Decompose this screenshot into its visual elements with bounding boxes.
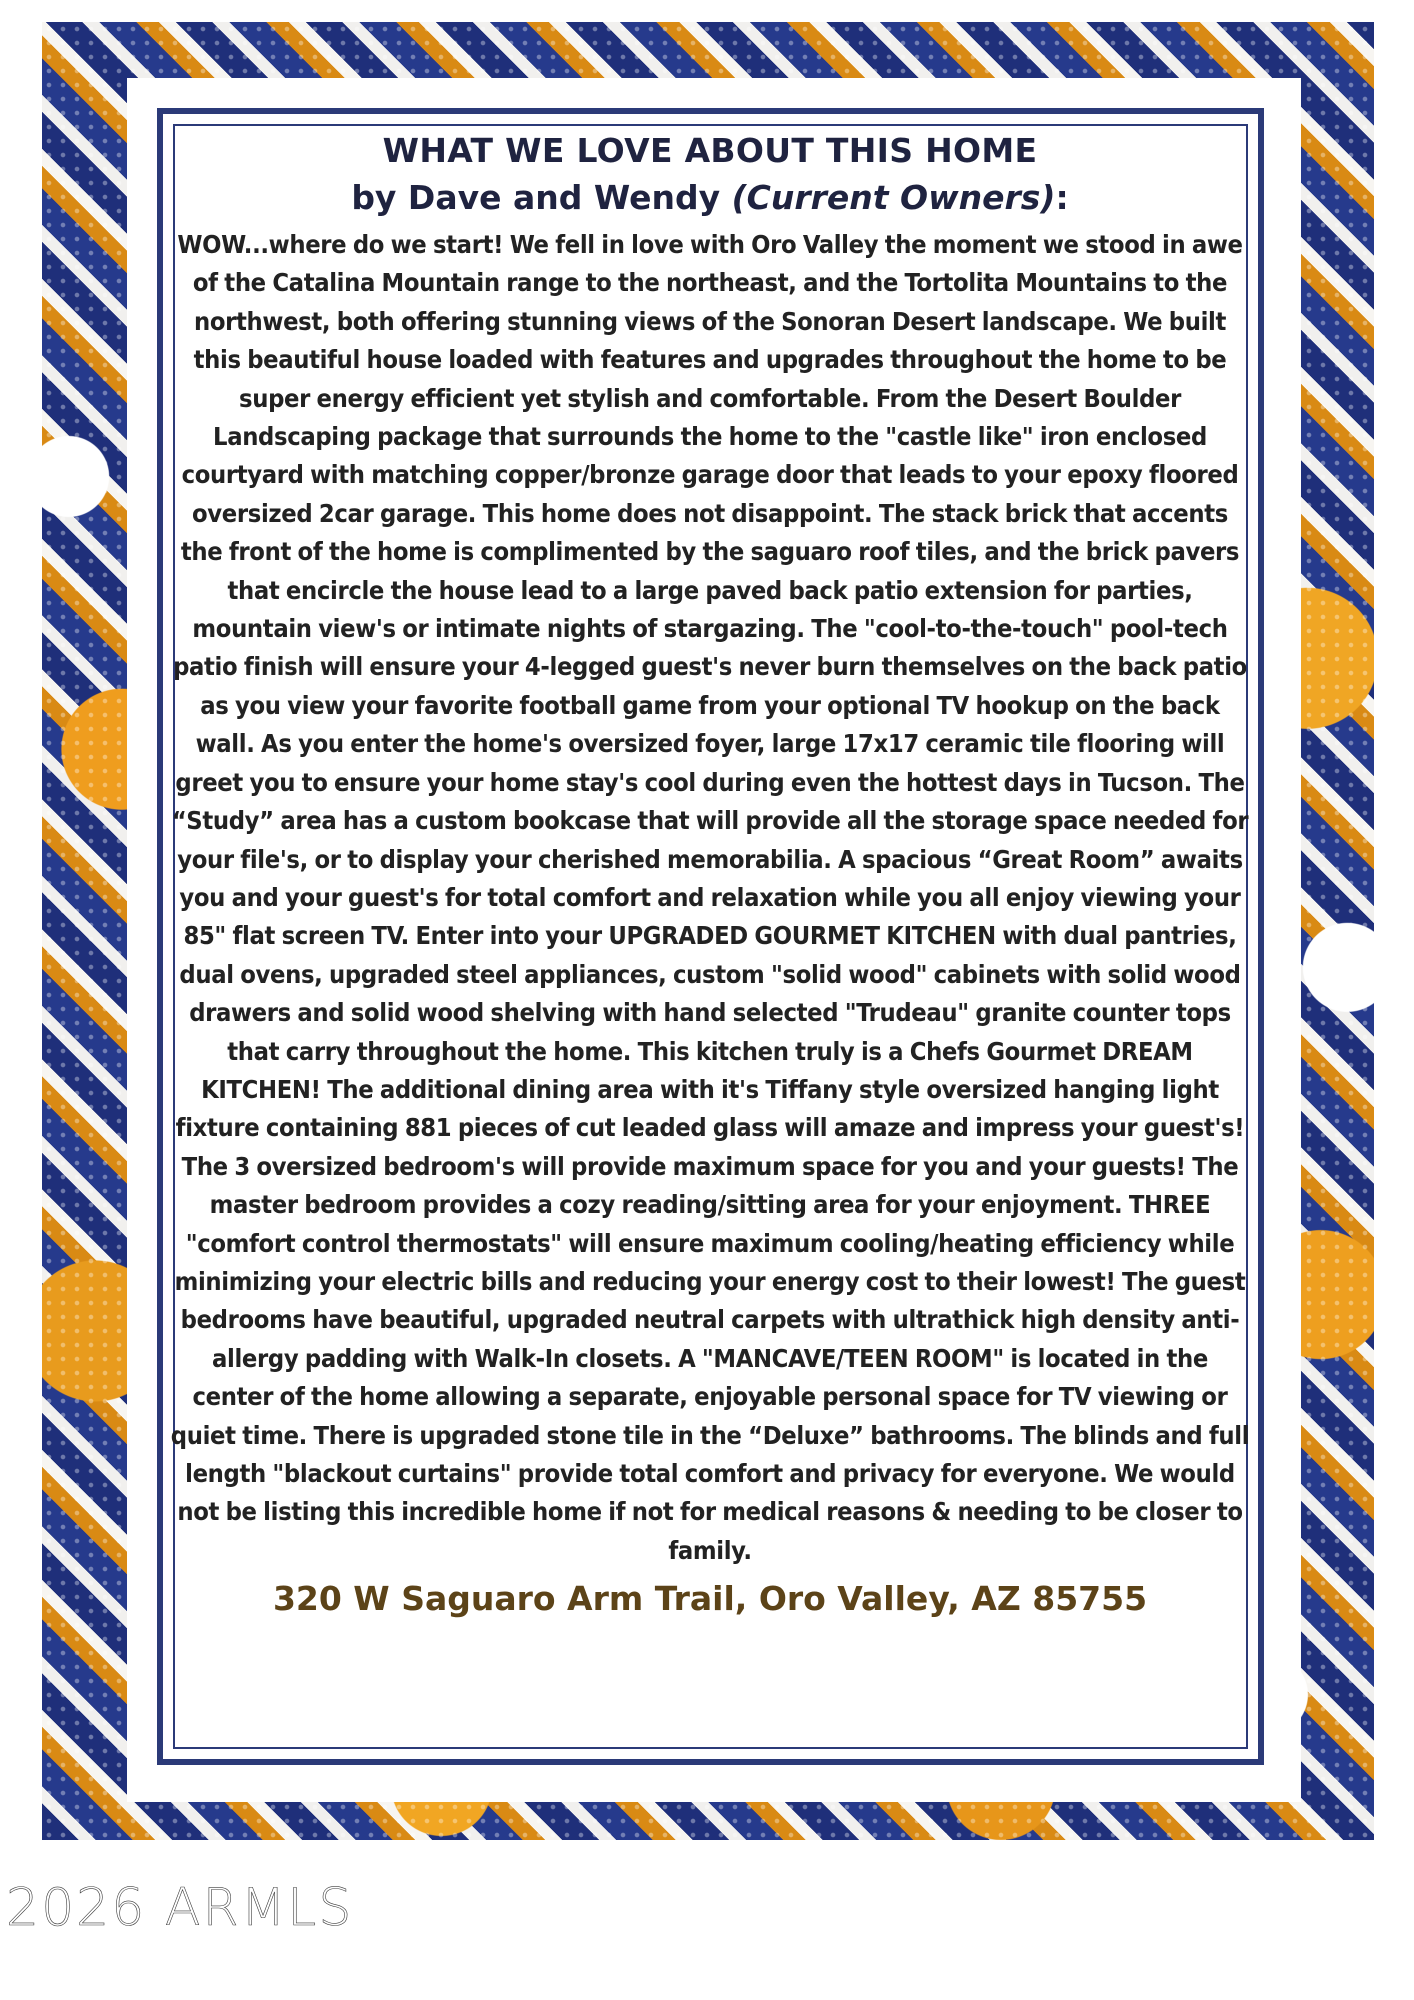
flyer-title: WHAT WE LOVE ABOUT THIS HOME — [382, 131, 1038, 170]
flyer-content — [170, 128, 1250, 1622]
flyer-body-text: WOW...where do we start! We fell in love with Oro Valley the moment we stood in awe of the Catalina Mountain range to the northeast, and the Tortolita Mountains to the northwest, both offering stunning views of the Sonoran Desert landscape. We built this beautiful house loaded with features and upgrades throughout the home to be super energy efficient yet stylish and comfortable. From the Desert Boulder Landscaping package that surrounds the home to the "castle like" iron enclosed courtyard with matching copper/bronze garage door that leads to your epoxy floored oversized 2car garage. This home does not disappoint. The stack brick that accents the front of the home is complimented by the saguaro roof tiles, and the brick pavers that encircle the house lead to a large paved back patio extension for parties, mountain view's or intimate nights of stargazing. The "cool-to-the-touch" pool-tech patio finish will ensure your 4-legged guest's never burn themselves on the back patio as you view your favorite football game from your optional TV hookup on the back wall. As you enter the home's oversized foyer, large 17x17 ceramic tile flooring will greet you to ensure your home stay's cool during even the hottest days in Tucson. The “Study” area has a custom bookcase that will provide all the storage space needed for your file's, or to display your cherished memorabilia. A spacious “Great Room” awaits you and your guest's for total comfort and relaxation while you all enjoy viewing your 85" flat screen TV. Enter into your UPGRADED GOURMET KITCHEN with dual pantries, dual ovens, upgraded steel appliances, custom "solid wood" cabinets with solid wood drawers and solid wood shelving with hand selected "Trudeau" granite counter tops that carry throughout the home. This kitchen truly is a Chefs Gourmet DREAM KITCHEN! The additional dining area with it's Tiffany style oversized hanging light fixture containing 881 pieces of cut leaded glass will amaze and impress your guest's! The 3 oversized bedroom's will provide maximum space for you and your guests! The master bedroom provides a cozy reading/sitting area for your enjoyment. THREE "comfort control thermostats" will ensure maximum cooling/heating efficiency while minimizing your electric bills and reducing your energy cost to their lowest! The guest bedrooms have beautiful, upgraded neutral carpets with ultrathick high density anti-allergy padding with Walk-In closets. A "MANCAVE/TEEN ROOM" is located in the center of the home allowing a separate, enjoyable personal space for TV viewing or quiet time. There is upgraded stone tile in the “Deluxe” bathrooms. The blinds and full length "blackout curtains" provide total comfort and privacy for everyone. We would not be listing this incredible home if not for medical reasons & needing to be closer to family. — [170, 230, 1250, 1565]
byline-authors: by Dave and Wendy — [351, 178, 732, 217]
armls-watermark: 2026 ARMLS — [6, 1878, 354, 1938]
flyer-byline — [170, 174, 1250, 222]
byline-owners-note: (Current Owners) — [731, 178, 1056, 217]
property-address: 320 W Saguaro Arm Trail, Oro Valley, AZ 85755 — [272, 1579, 1148, 1619]
byline-colon: : — [1055, 178, 1069, 217]
